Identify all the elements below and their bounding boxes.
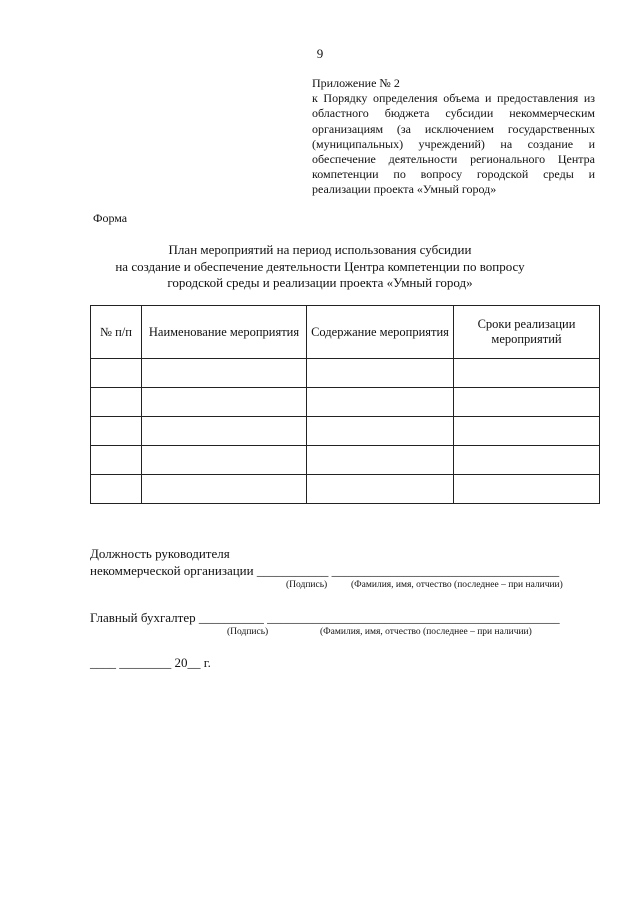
date-line: ____ ________ 20__ г. [90,655,211,670]
table-cell [142,475,307,504]
table-cell [142,388,307,417]
plan-table [90,305,600,504]
table-cell [454,475,600,504]
table-cell [91,417,142,446]
table-cell [454,388,600,417]
director-signature-line: некоммерческой организации ___________ ___________________________________ [90,563,560,578]
table-row [91,359,600,388]
director-sign-caption: (Подпись) [286,580,328,590]
table-cell [142,417,307,446]
table-cell [142,446,307,475]
table-cell [91,359,142,388]
plan-title-line: на создание и обеспечение деятельности Центра компетенции по вопросу [115,258,525,274]
header-name: Наименование мероприятия [142,306,307,359]
table-cell [307,388,454,417]
accountant-sign-caption: (Подпись) [227,627,269,637]
plan-title [0,242,640,292]
table-cell [142,359,307,388]
plan-title-line: городской среды и реализации проекта «Умный город» [167,275,473,290]
table-cell [307,417,454,446]
table-cell [454,359,600,388]
form-label: Форма [93,211,128,225]
table-cell [454,446,600,475]
table-row [91,388,600,417]
header-terms: Сроки реализации мероприятий [454,306,600,359]
page-number: 9 [316,46,324,61]
table-header-row [91,306,600,359]
table-cell [91,475,142,504]
header-num: № п/п [91,306,142,359]
director-position-label: Должность руководителя [90,546,230,561]
appendix-body: к Порядку определения объема и предоставления из областного бюджета субсидии некоммерческим организациям (за исключением государственных (муниципальных) учреждений) на создание и обеспечение деятельности регионального Центра компетенции по вопросу городской среды и реализации проекта «Умный город» [312,91,595,197]
accountant-signature-line: Главный бухгалтер __________ _____________________________________________ [90,610,560,625]
table-cell [307,475,454,504]
table-cell [307,446,454,475]
table-row [91,446,600,475]
table-cell [91,388,142,417]
director-name-caption: (Фамилия, имя, отчество (последнее – при наличии) [351,580,563,590]
table-row [91,417,600,446]
table-cell [454,417,600,446]
table-row [91,475,600,504]
appendix-title: Приложение № 2 [312,76,400,90]
table-body [91,359,600,504]
plan-title-line: План мероприятий на период использования субсидии [168,242,472,257]
table-cell [307,359,454,388]
accountant-name-caption: (Фамилия, имя, отчество (последнее – при наличии) [320,627,532,637]
appendix-block [312,76,595,198]
header-content: Содержание мероприятия [307,306,454,359]
table-cell [91,446,142,475]
